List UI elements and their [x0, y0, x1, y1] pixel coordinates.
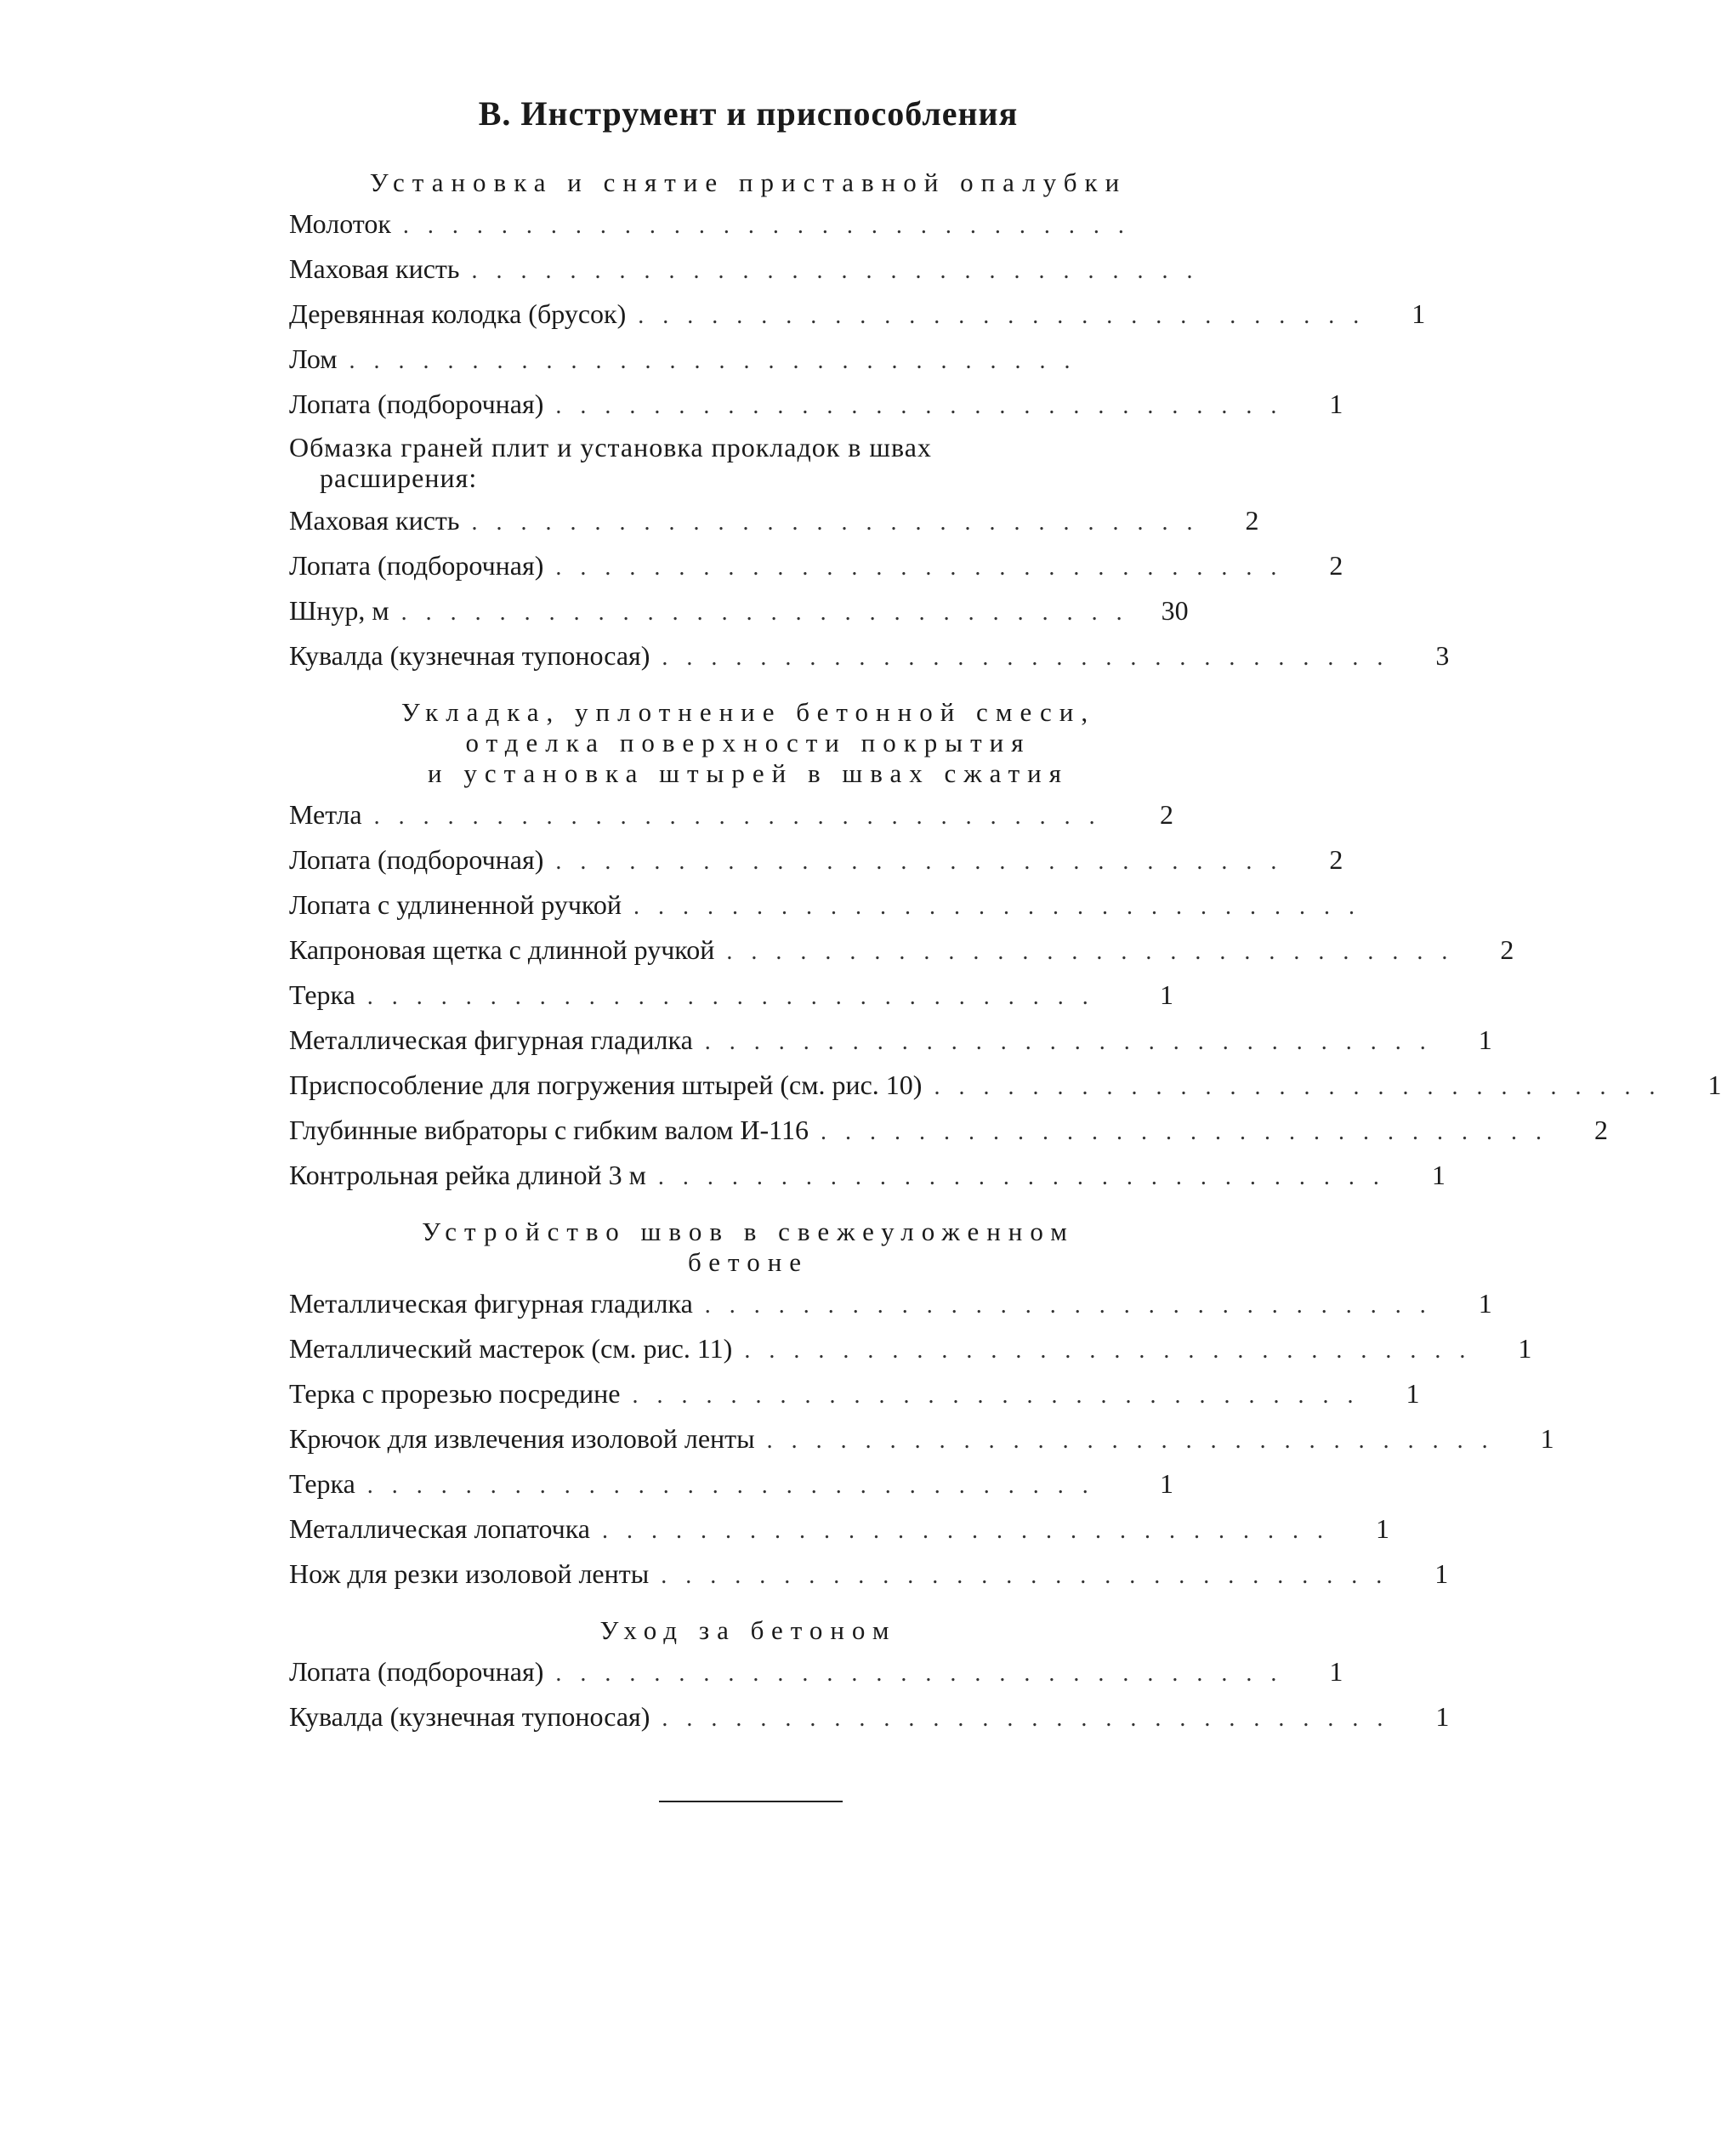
item-label: Лопата (подборочная): [289, 1656, 544, 1687]
list-item: [289, 1281, 1492, 1326]
item-quantity: 1: [1160, 979, 1173, 1010]
item-quantity: 2: [1500, 934, 1514, 965]
list-item: [289, 247, 1212, 292]
leader-dots: ..............................: [820, 1119, 1560, 1145]
list-item: [289, 882, 1373, 928]
item-label: Терка: [289, 979, 355, 1010]
leader-dots: ..............................: [555, 1660, 1296, 1687]
leader-dots: ..............................: [555, 554, 1296, 581]
item-quantity: 1: [1160, 1468, 1173, 1499]
section-heading-line: бетоне: [687, 1247, 809, 1277]
item-label: Шнур, м: [289, 595, 389, 626]
item-quantity: 1: [1540, 1423, 1554, 1454]
item-quantity: 1: [1329, 1656, 1343, 1687]
item-label: Лопата с удлиненной ручкой: [289, 889, 622, 920]
item-label: Деревянная колодка (брусок): [289, 298, 627, 329]
leader-dots: ..............................: [657, 1164, 1398, 1190]
leader-dots: ..............................: [402, 213, 1143, 239]
item-quantity: 30: [1161, 595, 1189, 626]
leader-dots: ..............................: [633, 894, 1373, 920]
list-item: [289, 201, 1173, 247]
item-quantity: 2: [1329, 550, 1343, 581]
item-quantity: 2: [1329, 844, 1343, 875]
leader-dots: ..............................: [662, 644, 1402, 671]
section-heading-line: Укладка, уплотнение бетонной смеси,: [400, 697, 1096, 727]
leader-dots: ..............................: [934, 1074, 1674, 1100]
leader-dots: ..............................: [766, 1427, 1507, 1454]
list-item: [289, 973, 1173, 1018]
leader-dots: ..............................: [471, 258, 1212, 284]
section-heading: [289, 697, 1173, 789]
item-label: Лом: [289, 343, 338, 374]
end-rule: [659, 1801, 843, 1802]
item-quantity: 2: [1593, 1115, 1608, 1145]
subheading-text: Обмазка граней плит и установка прокладок в швах: [289, 432, 932, 462]
item-label: Металлическая фигурная гладилка: [289, 1024, 693, 1055]
section-heading-line: Установка и снятие приставной опалубки: [369, 167, 1127, 197]
leader-dots: ..............................: [373, 803, 1114, 830]
list-item: [289, 1108, 1608, 1153]
item-label: Глубинные вибраторы с гибким валом И-116: [289, 1115, 809, 1145]
leader-dots: ..............................: [366, 1472, 1107, 1499]
item-label: Контрольная рейка длиной 3 м: [289, 1160, 646, 1190]
list-item: [289, 1506, 1389, 1552]
list-item: [289, 1153, 1446, 1198]
leader-dots: ..............................: [555, 393, 1296, 419]
item-list: [289, 1281, 1554, 1597]
item-quantity: 1: [1478, 1288, 1492, 1319]
list-item: [289, 837, 1343, 882]
item-quantity: 1: [1435, 1701, 1450, 1732]
item-label: Терка: [289, 1468, 355, 1499]
item-label: Маховая кисть: [289, 253, 460, 284]
list-item: [289, 543, 1343, 588]
item-quantity: 1: [1406, 1378, 1420, 1409]
item-label: Терка с прорезью посредине: [289, 1378, 621, 1409]
item-quantity: 1: [1411, 298, 1426, 329]
item-label: Маховая кисть: [289, 505, 460, 536]
item-label: Металлический мастерок (см. рис. 11): [289, 1333, 733, 1364]
item-label: Молоток: [289, 208, 391, 239]
item-list: [289, 498, 1450, 678]
leader-dots: ..............................: [704, 1292, 1445, 1319]
list-item: [289, 1649, 1343, 1694]
subheading-continuation: расширения:: [320, 462, 478, 493]
section-heading: [289, 1217, 1173, 1278]
subheading-paragraph: [289, 432, 1173, 493]
item-label: Метла: [289, 799, 362, 830]
list-item: [289, 1461, 1173, 1506]
item-label: Нож для резки изоловой ленты: [289, 1558, 650, 1589]
item-quantity: 1: [1478, 1024, 1492, 1055]
list-item: [289, 382, 1343, 427]
section-heading-line: Устройство швов в свежеуложенном: [422, 1217, 1075, 1246]
item-label: Лопата (подборочная): [289, 389, 544, 419]
list-item: [289, 1416, 1554, 1461]
list-item: [289, 588, 1189, 633]
section-heading: [289, 167, 1173, 198]
item-label: Приспособление для погружения штырей (см. рис. 10): [289, 1069, 923, 1100]
item-label: Кувалда (кузнечная тупоносая): [289, 640, 650, 671]
leader-dots: ..............................: [602, 1518, 1342, 1544]
list-item: [289, 1552, 1449, 1597]
item-quantity: 1: [1518, 1333, 1532, 1364]
list-item: [289, 928, 1514, 973]
item-list: [289, 792, 1721, 1198]
list-item: [289, 792, 1173, 837]
leader-dots: ..............................: [400, 599, 1141, 626]
section-heading-line: отделка поверхности покрытия: [465, 728, 1031, 757]
leader-dots: ..............................: [704, 1029, 1445, 1055]
item-label: Лопата (подборочная): [289, 844, 544, 875]
item-quantity: 1: [1376, 1513, 1389, 1544]
item-quantity: 1: [1329, 389, 1343, 419]
list-item: [289, 337, 1173, 382]
section-heading: [289, 1615, 1173, 1646]
leader-dots: ..............................: [726, 939, 1467, 965]
leader-dots: ..............................: [555, 848, 1296, 875]
document-page: [289, 94, 1721, 1739]
leader-dots: ..............................: [366, 984, 1107, 1010]
item-label: Кувалда (кузнечная тупоносая): [289, 1701, 650, 1732]
leader-dots: ..............................: [349, 348, 1089, 374]
page-title: В. Инструмент и приспособления: [478, 94, 1019, 133]
leader-dots: ..............................: [662, 1705, 1402, 1732]
list-item: [289, 1063, 1721, 1108]
item-quantity: 1: [1707, 1069, 1721, 1100]
list-item: [289, 1326, 1532, 1371]
list-item: [289, 498, 1259, 543]
item-quantity: 2: [1245, 505, 1259, 536]
item-quantity: 1: [1434, 1558, 1449, 1589]
item-quantity: 3: [1435, 640, 1450, 671]
item-list: [289, 1649, 1450, 1739]
leader-dots: ..............................: [661, 1563, 1401, 1589]
item-quantity: 2: [1160, 799, 1173, 830]
item-label: Металлическая фигурная гладилка: [289, 1288, 693, 1319]
item-label: Крючок для извлечения изоловой ленты: [289, 1423, 755, 1454]
item-label: Металлическая лопаточка: [289, 1513, 590, 1544]
item-list: [289, 201, 1426, 427]
list-item: [289, 1018, 1492, 1063]
item-label: Лопата (подборочная): [289, 550, 544, 581]
leader-dots: ..............................: [632, 1382, 1372, 1409]
list-item: [289, 633, 1450, 678]
leader-dots: ..............................: [744, 1337, 1485, 1364]
leader-dots: ..............................: [638, 303, 1378, 329]
item-label: Капроновая щетка с длинной ручкой: [289, 934, 715, 965]
section-heading-line: Уход за бетоном: [599, 1615, 897, 1645]
section-heading-line: и установка штырей в швах сжатия: [428, 758, 1069, 788]
item-quantity: 1: [1431, 1160, 1446, 1190]
list-item: [289, 292, 1426, 337]
list-item: [289, 1371, 1420, 1416]
list-item: [289, 1694, 1450, 1739]
leader-dots: ..............................: [471, 509, 1212, 536]
